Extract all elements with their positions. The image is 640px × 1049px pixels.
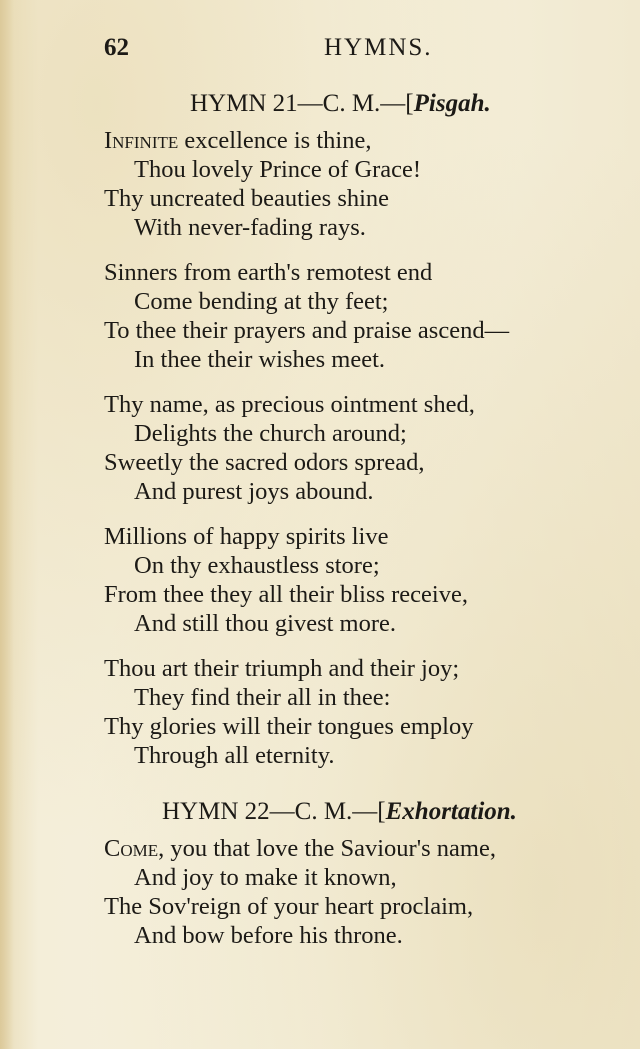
stanza-1 <box>104 126 624 242</box>
verse-line: They find their all in thee: <box>134 684 391 711</box>
verse-line: And still thou givest more. <box>134 610 396 637</box>
verse-line: Come bending at thy feet; <box>134 288 389 315</box>
verse-line: And bow before his throne. <box>134 922 403 949</box>
page-edge-shadow <box>0 0 14 1049</box>
verse-line: On thy exhaustless store; <box>134 552 380 579</box>
stanza-1 <box>104 834 624 950</box>
stanza-3 <box>104 390 624 506</box>
verse-line: Thou lovely Prince of Grace! <box>134 156 422 183</box>
verse-line: Delights the church around; <box>134 420 407 447</box>
verse-line: And purest joys abound. <box>134 478 374 505</box>
verse-line: Millions of happy spirits live <box>104 523 389 550</box>
verse-line: Thy name, as precious ointment shed, <box>104 391 475 418</box>
verse-line: Thy uncreated beauties shine <box>104 185 390 212</box>
verse-line: Sinners from earth's remotest end <box>104 259 433 286</box>
hymn-heading <box>104 90 624 118</box>
verse-line: With never-fading rays. <box>134 214 366 241</box>
hymn-number-meter: HYMN 21—C. M.—[ <box>190 90 414 117</box>
verse-line: Thy glories will their tongues employ <box>104 713 474 740</box>
hymn-22 <box>104 798 624 966</box>
stanza-2 <box>104 258 624 374</box>
verse-line: In thee their wishes meet. <box>134 346 386 373</box>
verse-line: The Sov'reign of your heart proclaim, <box>104 893 474 920</box>
running-head <box>104 34 484 68</box>
opening-word: Infinite <box>104 127 179 154</box>
verse-line: From thee they all their bliss receive, <box>104 581 468 608</box>
verse-line: Through all eternity. <box>134 742 335 769</box>
page-number: 62 <box>104 34 129 61</box>
verse-line: Thou art their triumph and their joy; <box>104 655 460 682</box>
hymn-heading <box>104 798 624 826</box>
verse-line: To thee their prayers and praise ascend— <box>104 317 510 344</box>
stanza-4 <box>104 522 624 638</box>
opening-word: Come <box>104 835 159 862</box>
hymn-number-meter: HYMN 22—C. M.—[ <box>162 798 386 825</box>
hymn-21 <box>104 90 624 786</box>
stanza-5 <box>104 654 624 770</box>
tune-name: Exhortation. <box>385 798 517 825</box>
verse-line: And joy to make it known, <box>134 864 397 891</box>
running-title: HYMNS. <box>324 34 433 61</box>
verse-line: Infinite excellence is thine, <box>104 127 372 154</box>
tune-name: Pisgah. <box>413 90 491 117</box>
verse-line: Sweetly the sacred odors spread, <box>104 449 425 476</box>
verse-line: Come, you that love the Saviour's name, <box>104 835 496 862</box>
